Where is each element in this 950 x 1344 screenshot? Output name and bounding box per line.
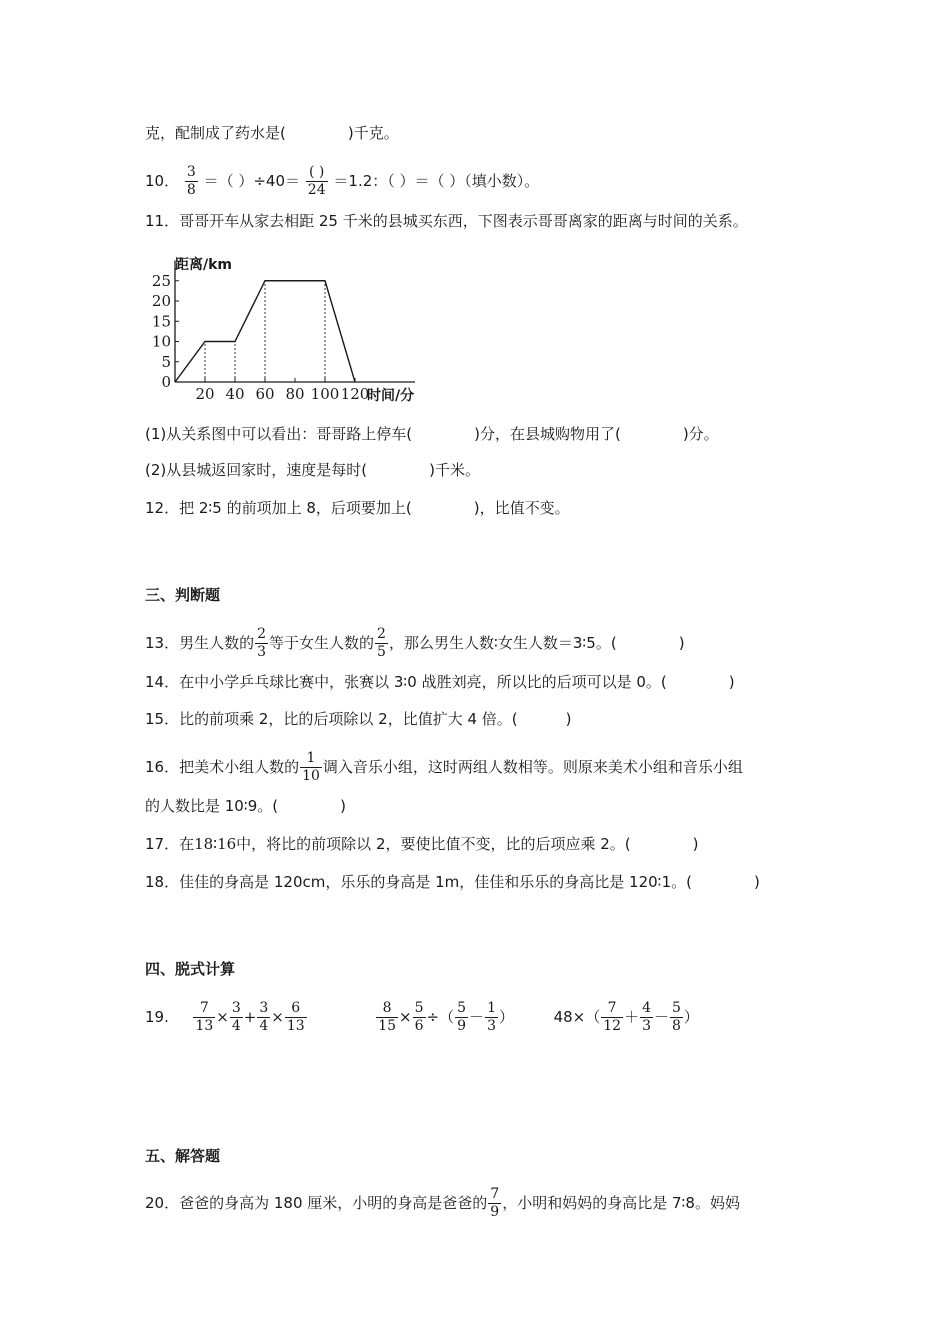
q18-line bbox=[145, 871, 760, 893]
y-axis-title: 距离/km bbox=[175, 257, 233, 273]
fraction: $\frac{2}{3}$ bbox=[257, 626, 267, 660]
q15-line bbox=[145, 708, 572, 730]
q19-line bbox=[145, 1000, 699, 1035]
expression-1: $\frac{7}{13}$ × $\frac{3}{4}$ + $\frac{3}{4}$ × $\frac{6}{13}$ bbox=[195, 1000, 305, 1034]
y-tick-label: 15 bbox=[151, 312, 171, 331]
q20-line bbox=[145, 1186, 740, 1221]
q17-line bbox=[145, 833, 699, 855]
fraction: $\frac{2}{5}$ bbox=[377, 626, 386, 660]
q13-text-b: 等于女生人数的 bbox=[269, 634, 375, 652]
x-tick-label: 80 bbox=[285, 385, 305, 403]
q13-line bbox=[145, 626, 685, 661]
x-tick-label: 40 bbox=[225, 385, 245, 403]
q11-sub2-text-a: (2)从县城返回家时，速度是每时( bbox=[145, 461, 368, 479]
q16-text-d: ) bbox=[340, 797, 347, 815]
question-number: 19. bbox=[145, 1008, 169, 1026]
q11-sub1-text-a: (1)从关系图中可以看出：哥哥路上停车( bbox=[145, 425, 413, 443]
y-tick-label: 20 bbox=[151, 292, 171, 310]
fraction: $\frac{1}{10}$ bbox=[302, 750, 320, 784]
q20-text-a: 20．爸爸的身高为 180 厘米，小明的身高是爸爸的 bbox=[145, 1194, 488, 1212]
chart-guides bbox=[205, 281, 325, 382]
q16-line-2 bbox=[145, 795, 346, 817]
distance-time-chart bbox=[145, 245, 445, 405]
q14-text-b: ) bbox=[728, 673, 735, 691]
q11-line: 11．哥哥开车从家去相距 25 千米的县城买东西，下图表示哥哥离家的距离与时间的关系。 bbox=[145, 212, 748, 230]
q12-text-b: )，比值不变。 bbox=[473, 499, 570, 517]
q17-text-b: 中，将比的前项除以 2，要使比值不变，比的后项应乘 2。( bbox=[236, 835, 631, 853]
section-title: 三、判断题 bbox=[145, 586, 221, 604]
y-tick-label: 5 bbox=[161, 352, 171, 371]
q13-text-d: ) bbox=[678, 634, 685, 652]
x-tick-label: 100 bbox=[310, 385, 340, 403]
q11-sub1-text-c: )分。 bbox=[682, 425, 719, 443]
q16-text-a: 16．把美术小组人数的 bbox=[145, 758, 300, 776]
x-axis-title: 时间/分 bbox=[367, 388, 415, 404]
q11-sub1-text-b: )分，在县城购物用了( bbox=[474, 425, 621, 443]
q13-text-a: 13．男生人数的 bbox=[145, 634, 255, 652]
chart-series bbox=[175, 281, 355, 382]
x-tick-label: 120 bbox=[340, 385, 370, 403]
fraction: $\frac{7}{9}$ bbox=[490, 1186, 500, 1220]
q10-line bbox=[145, 164, 539, 199]
expression-3: 48×（ $\frac{7}{12}$ ＋ $\frac{4}{3}$ － $\frac{5}{8}$ ） bbox=[553, 1000, 699, 1034]
distance-line bbox=[175, 281, 355, 382]
expression-2: $\frac{8}{15}$ × $\frac{5}{6}$ ÷（ $\frac{5}{9}$ － $\frac{1}{3}$ ） bbox=[378, 1000, 514, 1034]
q20-text-b: ，小明和妈妈的身高比是 7∶8。妈妈 bbox=[502, 1194, 740, 1212]
fraction-blank[interactable]: $\frac{( )}{24}$ bbox=[307, 164, 326, 198]
y-tick-label: 25 bbox=[151, 271, 171, 290]
q17-ratio: 18∶16 bbox=[194, 835, 237, 853]
section-title: 四、脱式计算 bbox=[145, 960, 236, 978]
q11-sub2 bbox=[145, 459, 480, 481]
q11-sub2-text-b: )千米。 bbox=[429, 461, 480, 479]
fraction: $\frac{3}{8}$ bbox=[186, 164, 196, 198]
q12-line bbox=[145, 497, 570, 519]
q16-line bbox=[145, 750, 743, 785]
q10-text-b: ＝1.2：（ ）＝（ ）（填小数）。 bbox=[333, 172, 540, 190]
q10-text-a: ＝（ ）÷40＝ bbox=[203, 172, 301, 190]
q16-text-c: 的人数比是 10∶9。( bbox=[145, 797, 279, 815]
q18-text-b: ) bbox=[753, 873, 760, 891]
q14-text-a: 14．在中小学乒乓球比赛中，张赛以 3∶0 战胜刘亮，所以比的后项可以是 0。( bbox=[145, 673, 667, 691]
section-title: 五、解答题 bbox=[145, 1147, 221, 1165]
y-tick-label: 0 bbox=[161, 373, 171, 391]
q15-text-a: 15．比的前项乘 2，比的后项除以 2，比值扩大 4 倍。( bbox=[145, 710, 518, 728]
q13-text-c: ，那么男生人数∶女生人数＝3∶5。( bbox=[388, 634, 617, 652]
q18-text-a: 18．佳佳的身高是 120cm，乐乐的身高是 1m，佳佳和乐乐的身高比是 120∶1。( bbox=[145, 873, 692, 891]
q17-text-a: 17．在 bbox=[145, 835, 195, 853]
q12-text-a: 12．把 2∶5 的前项加上 8，后项要加上( bbox=[145, 499, 412, 517]
chart-axes bbox=[175, 261, 415, 383]
question-number: 10． bbox=[145, 172, 180, 190]
x-tick-label: 60 bbox=[255, 385, 275, 403]
q15-text-b: ) bbox=[565, 710, 572, 728]
y-tick-label: 10 bbox=[151, 332, 171, 351]
q9-text: 克，配制成了药水是( bbox=[145, 124, 286, 142]
q9-line bbox=[145, 122, 399, 144]
q16-text-b: 调入音乐小组，这时两组人数相等。则原来美术小组和音乐小组 bbox=[322, 758, 743, 776]
chart-ticks bbox=[152, 272, 369, 403]
q9-text-end: )千克。 bbox=[347, 124, 399, 142]
q11-sub1 bbox=[145, 423, 719, 445]
x-tick-label: 20 bbox=[195, 385, 215, 403]
q14-line bbox=[145, 671, 735, 693]
q17-text-c: ) bbox=[692, 835, 699, 853]
